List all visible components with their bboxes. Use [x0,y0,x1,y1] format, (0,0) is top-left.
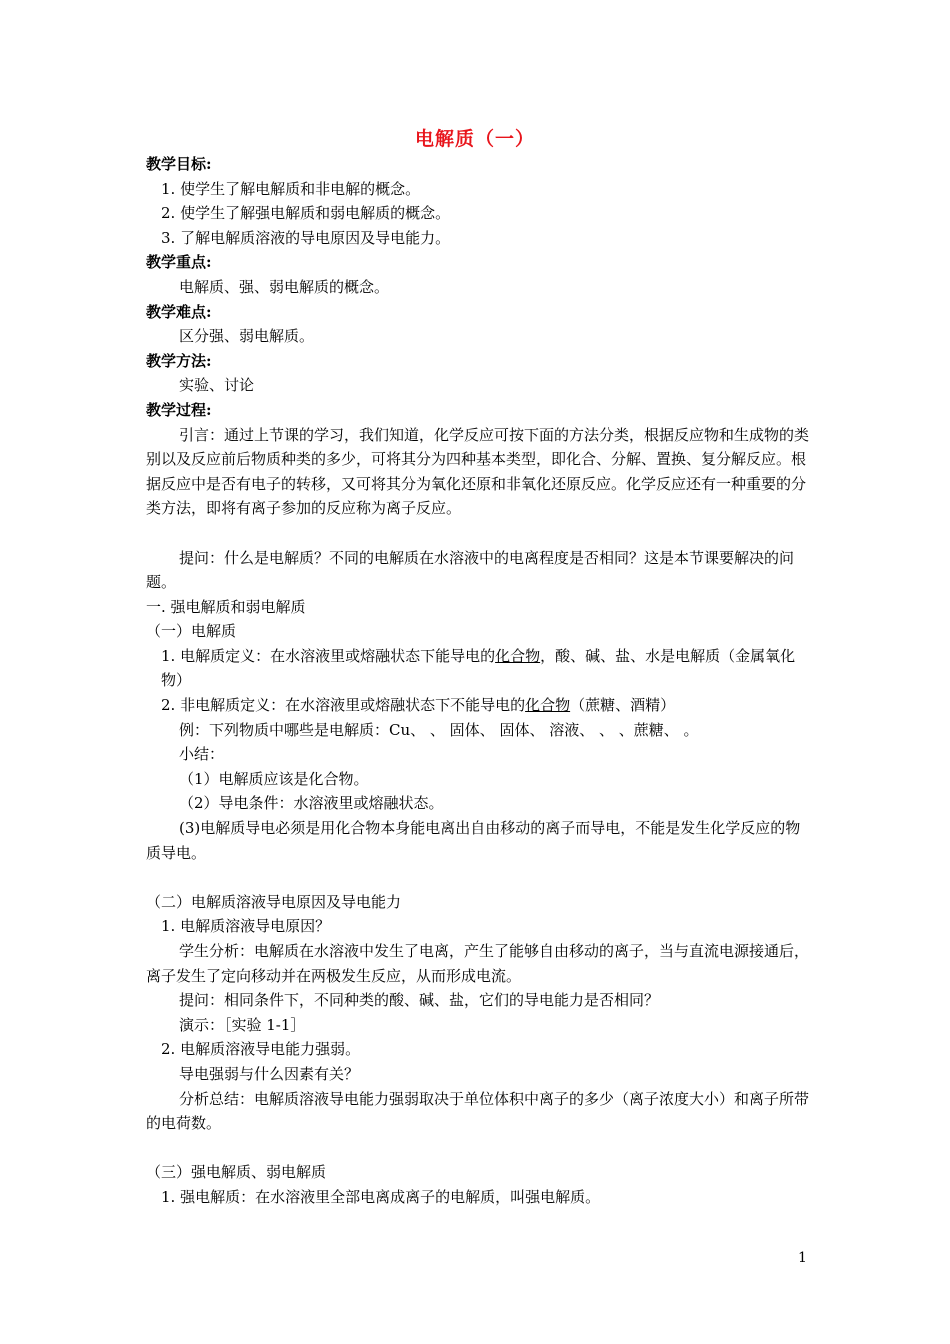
method-heading: 教学方法: [146,351,212,370]
non-electrolyte-definition: 2. 非电解质定义：在水溶液里或熔融状态下不能导电的化合物（蔗糖、酒精） [161,696,676,715]
factor-question: 导电强弱与什么因素有关？ [179,1064,360,1083]
analysis-summary: 分析总结：电解质溶液导电能力强弱取决于单位体积中离子的多少（离子浓度大小）和离子所带的电荷数。 [146,1089,810,1133]
subsection-heading: （三）强电解质、弱电解质 [146,1163,327,1182]
objective-item: 2. 使学生了解强电解质和弱电解质的概念。 [161,204,451,223]
key-points-text: 电解质、强、弱电解质的概念。 [179,277,390,296]
process-heading: 教学过程: [146,400,212,419]
subsection-heading: （二）电解质溶液导电原因及导电能力 [146,892,402,911]
section-heading: 一. 强电解质和弱电解质 [146,597,306,616]
summary-item: (3)电解质导电必须是用化合物本身能电离出自由移动的离子而导电，不能是发生化学反应的物质导电。 [146,819,801,862]
document-title: 电解质（一） [414,128,535,150]
question-paragraph: 提问：什么是电解质？不同的电解质在水溶液中的电离程度是否相同？这是本节课要解决的问题。 [146,548,795,592]
demo-text: 演示：［实验 1-1］ [179,1015,306,1034]
difficulty-text: 区分强、弱电解质。 [179,327,315,346]
key-points-heading: 教学重点: [146,253,212,272]
student-analysis: 学生分析：电解质在水溶液中发生了电离，产生了能够自由移动的离子，当与直流电源接通后，离子发生了定向移动并在两极发生反应，从而形成电流。 [146,942,810,985]
numbered-item: 2. 电解质溶液导电能力强弱。 [161,1040,361,1059]
subsection-heading: （一）电解质 [146,622,237,641]
document-body [146,152,810,1210]
page-number: 1 [798,1250,807,1266]
method-text: 实验、讨论 [179,376,255,395]
question-paragraph: 提问：相同条件下，不同种类的酸、碱、盐，它们的导电能力是否相同？ [179,991,660,1010]
example-text: 例：下列物质中哪些是电解质：Cu、 、 固体、 固体、 溶液、 、 、蔗糖、 。 [179,720,699,739]
numbered-item: 1. 强电解质：在水溶液里全部电离成离子的电解质，叫强电解质。 [161,1187,601,1206]
intro-paragraph: 引言：通过上节课的学习，我们知道，化学反应可按下面的方法分类，根据反应物和生成物的类别以及反应前后物质种类的多少，可将其分为四种基本类型，即化合、分解、置换、复分解反应。根据反应中是否有电子的转移，又可将其分为氧化还原和非氧化还原反应。化学反应还有一种重要的分类方法，即将有离子参加的反应称为离子反应。 [146,425,810,518]
objective-item: 3. 了解电解质溶液的导电原因及导电能力。 [161,228,451,247]
numbered-item: 1. 电解质溶液导电原因？ [161,917,331,936]
objective-item: 1. 使学生了解电解质和非电解的概念。 [161,179,421,198]
objectives-heading: 教学目标: [146,155,212,173]
electrolyte-definition: 1. 电解质定义：在水溶液里或熔融状态下能导电的化合物，酸、碱、盐、水是电解质（金属氧化物） [161,646,796,690]
difficulty-heading: 教学难点: [146,302,212,321]
summary-item: （2）导电条件：水溶液里或熔融状态。 [179,794,444,813]
summary-heading: 小结： [179,745,225,764]
summary-item: （1）电解质应该是化合物。 [179,769,369,788]
